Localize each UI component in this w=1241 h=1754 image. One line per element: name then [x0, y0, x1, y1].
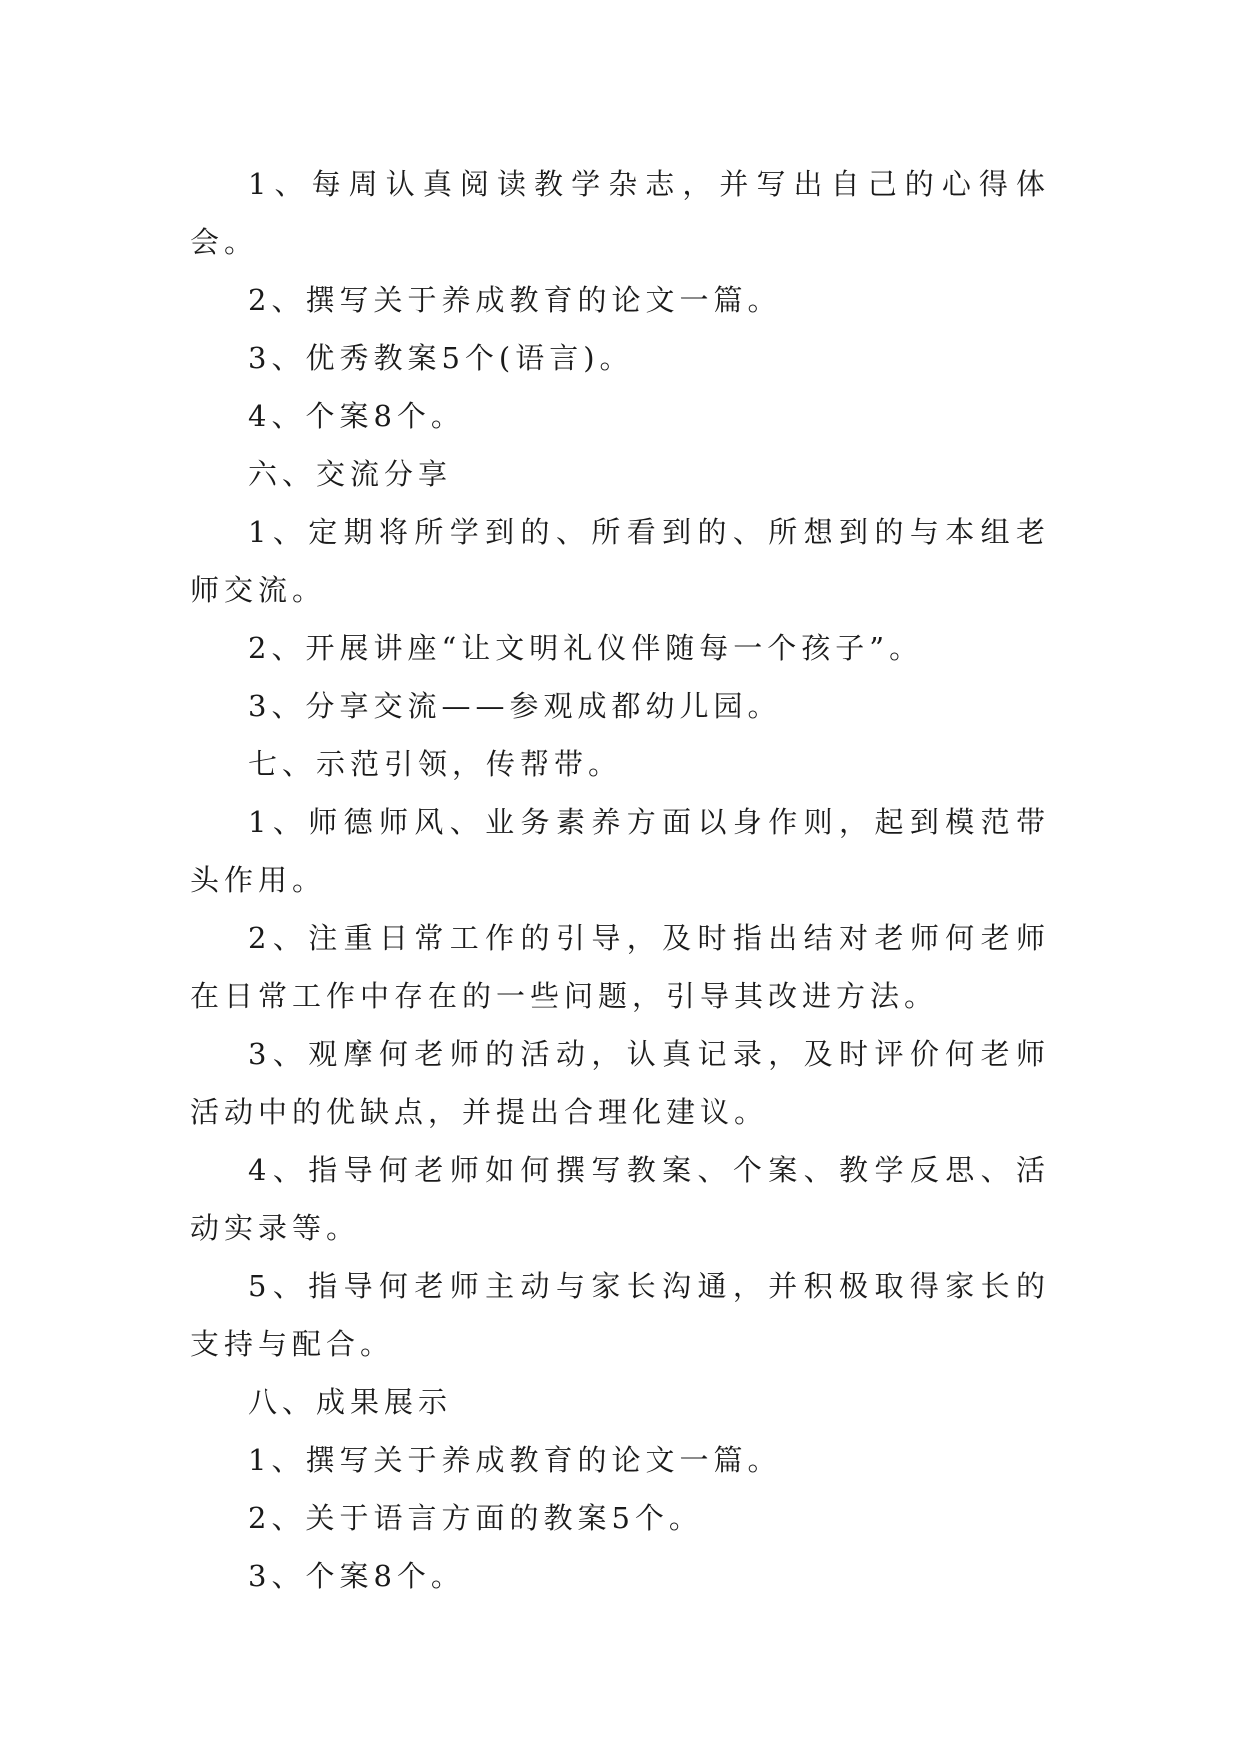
paragraph-item-1: 1、每周认真阅读教学杂志，并写出自己的心得体会。: [190, 167, 1050, 259]
document-body: [190, 155, 1050, 1605]
paragraph-item-4: 4、个案8个。: [248, 399, 465, 433]
paragraph-item-3: 3、优秀教案5个(语言)。: [248, 341, 634, 375]
paragraph-item-8: 1、师德师风、业务素养方面以身作则，起到模范带头作用。: [190, 805, 1050, 897]
paragraph-item-15: 3、个案8个。: [248, 1559, 465, 1593]
paragraph-item-5: 1、定期将所学到的、所看到的、所想到的与本组老师交流。: [190, 515, 1050, 607]
paragraph-item-13: 1、撰写关于养成教育的论文一篇。: [248, 1443, 782, 1477]
paragraph-item-14: 2、关于语言方面的教案5个。: [248, 1501, 703, 1535]
paragraph-item-10: 3、观摩何老师的活动，认真记录，及时评价何老师活动中的优缺点，并提出合理化建议。: [190, 1037, 1050, 1129]
paragraph-item-12: 5、指导何老师主动与家长沟通，并积极取得家长的支持与配合。: [190, 1269, 1050, 1361]
paragraph-item-9: 2、注重日常工作的引导，及时指出结对老师何老师在日常工作中存在的一些问题，引导其改进方法。: [190, 921, 1050, 1013]
paragraph-item-6: 2、开展讲座“让文明礼仪伴随每一个孩子”。: [248, 631, 924, 665]
paragraph-item-7: 3、分享交流——参观成都幼儿园。: [248, 689, 782, 723]
section-heading-8: 八、成果展示: [248, 1385, 453, 1419]
section-heading-7: 七、示范引领，传帮带。: [248, 747, 623, 781]
paragraph-item-11: 4、指导何老师如何撰写教案、个案、教学反思、活动实录等。: [190, 1153, 1050, 1245]
section-heading-6: 六、交流分享: [248, 457, 453, 491]
paragraph-item-2: 2、撰写关于养成教育的论文一篇。: [248, 283, 782, 317]
